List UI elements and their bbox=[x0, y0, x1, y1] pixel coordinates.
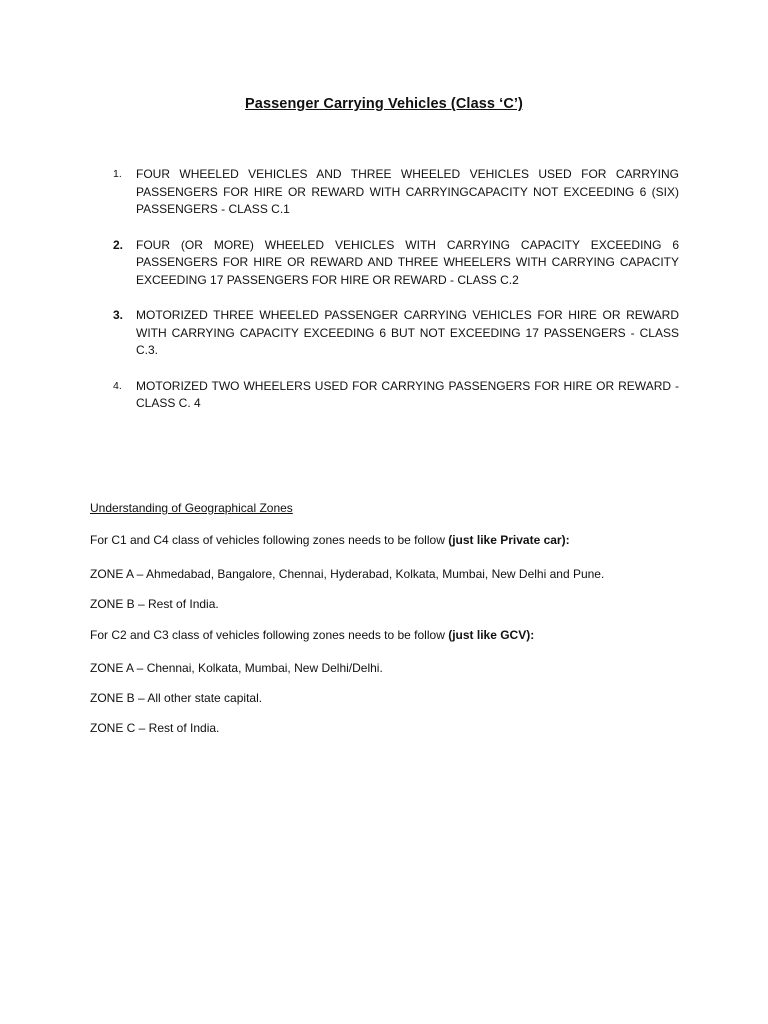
zones-group2-note: (just like GCV): bbox=[448, 628, 535, 642]
zones-group2-zone-a: ZONE A – Chennai, Kolkata, Mumbai, New Delhi/Delhi. bbox=[90, 661, 383, 675]
zones-group1-zone-b: ZONE B – Rest of India. bbox=[90, 597, 219, 611]
list-item-number: 1. bbox=[113, 168, 122, 180]
list-item bbox=[113, 307, 679, 360]
zones-group1-note: (just like Private car): bbox=[448, 533, 570, 547]
list-item-text: MOTORIZED THREE WHEELED PASSENGER CARRYING VEHICLES FOR HIRE OR REWARD WITH CARRYING CAPACITY EXCEEDING 6 BUT NOT EXCEEDING 17 PASSENGERS - CLASS C.3. bbox=[136, 308, 679, 357]
list-item-text: MOTORIZED TWO WHEELERS USED FOR CARRYING PASSENGERS FOR HIRE OR REWARD - CLASS C. 4 bbox=[136, 378, 679, 410]
zones-group2-zone-b: ZONE B – All other state capital. bbox=[90, 691, 263, 705]
zones-group1-intro bbox=[90, 532, 710, 548]
list-item bbox=[113, 237, 679, 290]
list-item-number: 4. bbox=[113, 379, 122, 392]
list-item-number: 2. bbox=[113, 237, 124, 252]
document-title: Passenger Carrying Vehicles (Class ‘C’) bbox=[245, 96, 523, 112]
list-item bbox=[113, 166, 679, 219]
list-item bbox=[113, 378, 679, 413]
vehicle-class-list bbox=[113, 166, 679, 413]
zones-group2-intro-text: For C2 and C3 class of vehicles following zones needs to be follow bbox=[90, 628, 449, 642]
zones-group2-intro bbox=[90, 627, 710, 643]
zones-group1-intro-text: For C1 and C4 class of vehicles following zones needs to be follow bbox=[90, 533, 449, 547]
list-item-number: 3. bbox=[113, 308, 124, 322]
zones-heading: Understanding of Geographical Zones bbox=[90, 501, 293, 515]
list-item-text: FOUR WHEELED VEHICLES AND THREE WHEELED VEHICLES USED FOR CARRYING PASSENGERS FOR HIRE OR REWARD WITH CARRYINGCAPACITY NOT EXCEEDING 6 (SIX) PASSENGERS - CLASS C.1 bbox=[136, 167, 679, 216]
list-item-text: FOUR (OR MORE) WHEELED VEHICLES WITH CARRYING CAPACITY EXCEEDING 6 PASSENGERS FOR HIRE OR REWARD AND THREE WHEELERS WITH CARRYING CAPACITY EXCEEDING 17 PASSENGERS FOR HIRE OR REWARD - CLASS C.2 bbox=[136, 237, 679, 287]
zones-group1-zone-a: ZONE A – Ahmedabad, Bangalore, Chennai, Hyderabad, Kolkata, Mumbai, New Delhi and Pune. bbox=[90, 567, 605, 581]
zones-group2-zone-c: ZONE C – Rest of India. bbox=[90, 721, 220, 735]
